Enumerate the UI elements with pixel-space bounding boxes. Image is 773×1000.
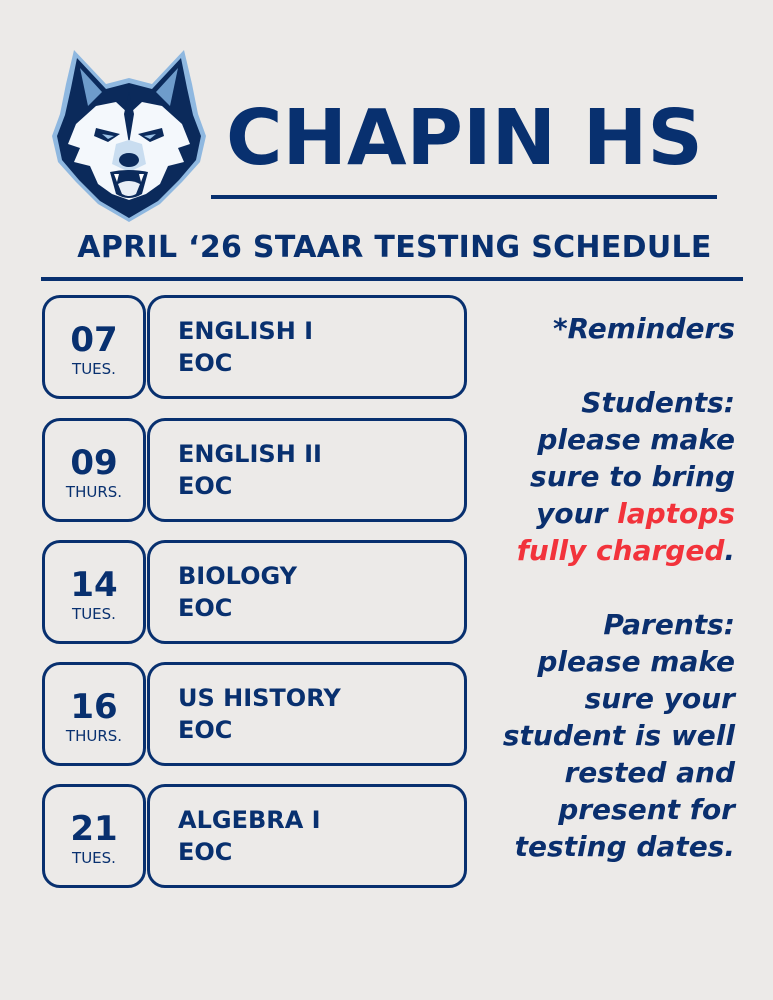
reminder-text: student is well [502, 719, 735, 752]
date-number: 07 [70, 319, 118, 360]
exam-type: EOC [178, 349, 233, 377]
date-number: 14 [70, 564, 118, 605]
date-number: 09 [70, 442, 118, 483]
highlight-laptops: laptops [617, 497, 735, 530]
schedule-row [42, 540, 467, 644]
school-name-title: CHAPIN HS [226, 94, 703, 183]
reminder-text: please make [537, 645, 735, 678]
day-of-week: TUES. [72, 604, 116, 623]
date-box [42, 418, 146, 522]
date-number: 16 [70, 686, 118, 727]
subject-name: ALGEBRA I [178, 806, 321, 834]
day-of-week: TUES. [72, 359, 116, 378]
reminder-text: your [536, 497, 618, 530]
schedule-row [42, 662, 467, 766]
subject-box [147, 418, 467, 522]
reminder-text: please make [537, 423, 735, 456]
reminders-heading: *Reminders [552, 312, 735, 345]
husky-mascot-icon [46, 44, 212, 224]
reminder-text: sure to bring [530, 460, 735, 493]
reminder-text [475, 495, 735, 532]
date-box [42, 295, 146, 399]
students-label: Students: [581, 386, 735, 419]
reminder-text: . [724, 534, 735, 567]
exam-type: EOC [178, 472, 233, 500]
reminder-text: rested and [564, 756, 735, 789]
reminders-panel [475, 310, 735, 902]
subject-box [147, 540, 467, 644]
title-underline-divider [211, 195, 717, 199]
date-number: 21 [70, 808, 118, 849]
reminder-text: testing dates. [514, 830, 735, 863]
subject-name: BIOLOGY [178, 562, 298, 590]
day-of-week: THURS. [65, 726, 123, 745]
day-of-week: THURS. [65, 482, 123, 501]
schedule-subtitle: APRIL ‘26 STAAR TESTING SCHEDULE [77, 230, 712, 265]
subtitle-underline-divider [41, 277, 743, 281]
date-box [42, 662, 146, 766]
highlight-fully-charged: fully charged [516, 534, 725, 567]
parents-label: Parents: [603, 608, 735, 641]
reminder-text [475, 532, 735, 569]
schedule-row [42, 418, 467, 522]
schedule-row [42, 784, 467, 888]
parents-reminder [475, 606, 735, 865]
exam-type: EOC [178, 838, 233, 866]
students-reminder [475, 384, 735, 569]
exam-type: EOC [178, 594, 233, 622]
reminder-text: present for [558, 793, 735, 826]
date-box [42, 540, 146, 644]
exam-type: EOC [178, 716, 233, 744]
date-box [42, 784, 146, 888]
subject-box [147, 662, 467, 766]
subject-name: ENGLISH I [178, 317, 314, 345]
reminder-text: sure your [584, 682, 735, 715]
day-of-week: TUES. [72, 848, 116, 867]
schedule-row [42, 295, 467, 399]
subject-name: ENGLISH II [178, 440, 322, 468]
subject-box [147, 784, 467, 888]
husky-mascot-logo [46, 44, 212, 224]
subject-name: US HISTORY [178, 684, 341, 712]
subject-box [147, 295, 467, 399]
